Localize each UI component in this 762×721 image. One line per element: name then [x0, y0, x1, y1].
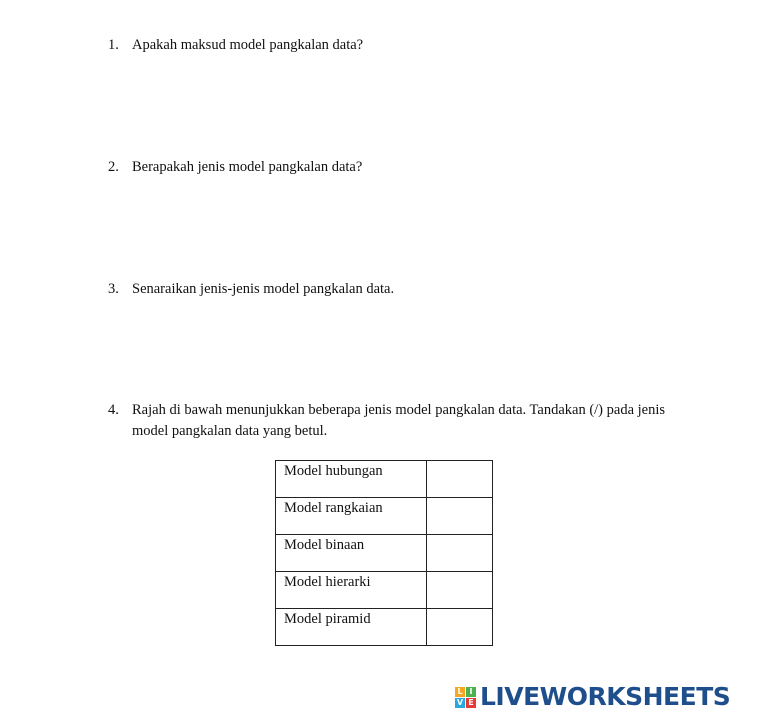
question-number: 2. [108, 159, 119, 175]
tick-answer-box[interactable] [427, 535, 493, 572]
tick-answer-box[interactable] [427, 609, 493, 646]
table-row [276, 609, 493, 646]
logo-mark-icon [455, 687, 476, 708]
question-number: 4. [108, 402, 119, 418]
liveworksheets-logo [455, 684, 730, 710]
question-3 [108, 279, 672, 300]
model-label: Model hubungan [276, 461, 427, 498]
logo-mark-tile: I [466, 687, 476, 697]
model-choice-table [275, 460, 493, 646]
table-row [276, 535, 493, 572]
table-row [276, 461, 493, 498]
tick-answer-box[interactable] [427, 572, 493, 609]
tick-answer-box[interactable] [427, 461, 493, 498]
logo-mark-tile: L [455, 687, 465, 697]
model-label: Model binaan [276, 535, 427, 572]
question-4 [108, 400, 672, 442]
question-2 [108, 157, 672, 178]
model-label: Model rangkaian [276, 498, 427, 535]
model-label: Model hierarki [276, 572, 427, 609]
table-row [276, 572, 493, 609]
question-1 [108, 35, 672, 56]
logo-mark-tile: V [456, 697, 464, 707]
model-label: Model piramid [276, 609, 427, 646]
tick-answer-box[interactable] [427, 498, 493, 535]
question-number: 1. [108, 37, 119, 53]
logo-mark-tile: E [466, 698, 476, 708]
question-number: 3. [108, 281, 119, 297]
logo-text: LIVEWORKSHEETS [480, 682, 731, 711]
table-row [276, 498, 493, 535]
question-text: Berapakah jenis model pangkalan data? [132, 159, 363, 175]
question-text: Rajah di bawah menunjukkan beberapa jenis model pangkalan data. Tandakan (/) pada jenis model pangkalan data yang betul. [132, 402, 666, 439]
question-text: Senaraikan jenis-jenis model pangkalan data. [132, 281, 395, 297]
question-text: Apakah maksud model pangkalan data? [132, 37, 364, 53]
